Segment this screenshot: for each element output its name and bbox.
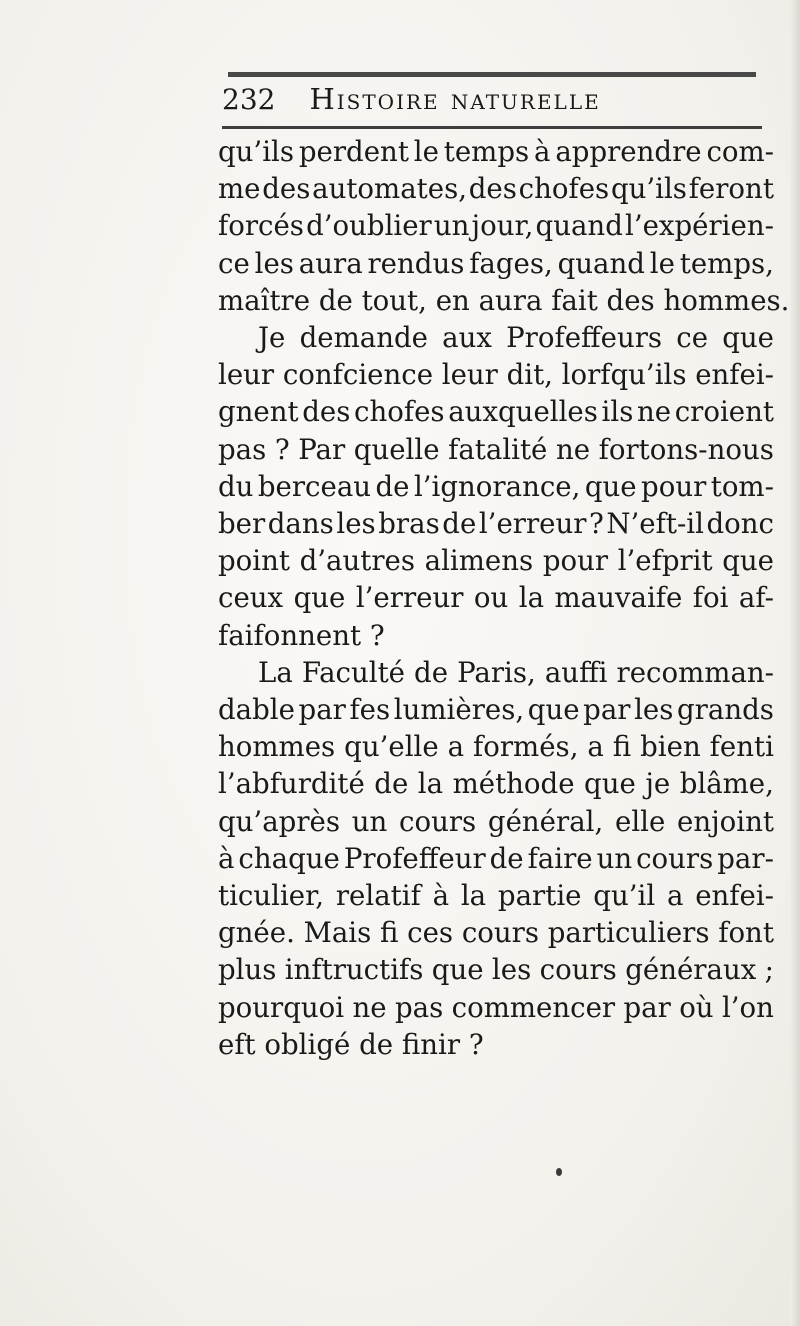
- text-line: ce les aura rendus fages, quand le temps,: [218, 246, 774, 280]
- text-line: ceux que l’erreur ou la mauvaife foi af-: [218, 581, 774, 615]
- text-line: faifonnent ?: [218, 618, 385, 652]
- text-line: ber dans les bras de l’erreur ? N’eft-il donc: [218, 507, 774, 541]
- text-line: eft obligé de finir ?: [218, 1027, 484, 1061]
- text-line: l’abfurdité de la méthode que je blâme,: [218, 767, 774, 801]
- text-line: leur confcience leur dit, lorfqu’ils enfei-: [218, 358, 774, 392]
- text-line: gnent des chofes auxquelles ils ne croient: [218, 395, 774, 429]
- text-line: pas ? Par quelle fatalité ne fortons-nous: [218, 432, 774, 466]
- text-line: forcés d’oublier un jour, quand l’expérien-: [218, 209, 774, 243]
- text-line: hommes qu’elle a formés, a fi bien fenti: [218, 730, 774, 764]
- text-line: qu’ils perdent le temps à apprendre com-: [218, 135, 774, 168]
- text-line: gnée. Mais fi ces cours particuliers font: [218, 916, 774, 950]
- page-edge-shadow: [790, 0, 800, 1326]
- text-line: plus inftructifs que les cours généraux ;: [218, 953, 774, 987]
- text-line: pourquoi ne pas commencer par où l’on: [218, 990, 774, 1024]
- text-line: du berceau de l’ignorance, que pour tom-: [218, 469, 774, 503]
- text-line: maître de tout, en aura fait des hommes.: [218, 283, 790, 317]
- running-head: Histoire naturelle: [309, 82, 601, 116]
- text-line: Je demande aux Profeffeurs ce que: [258, 321, 774, 355]
- top-rule: [228, 72, 756, 77]
- body-text: [218, 133, 790, 1063]
- text-line: à chaque Profeffeur de faire un cours par-: [218, 841, 774, 875]
- text-line: me des automates, des chofes qu’ils feront: [218, 172, 774, 206]
- ink-speck: [556, 1168, 562, 1176]
- text-line: La Faculté de Paris, auffi recomman-: [258, 655, 774, 689]
- header-rule: [222, 126, 762, 129]
- text-line: point d’autres alimens pour l’efprit que: [218, 544, 774, 578]
- page-header: [222, 82, 762, 122]
- page-number: 232: [222, 83, 276, 116]
- text-line: ticulier, relatif à la partie qu’il a enfei-: [218, 879, 774, 913]
- text-line: dable par fes lumières, que par les grands: [218, 693, 774, 727]
- text-line: qu’après un cours général, elle enjoint: [218, 804, 774, 838]
